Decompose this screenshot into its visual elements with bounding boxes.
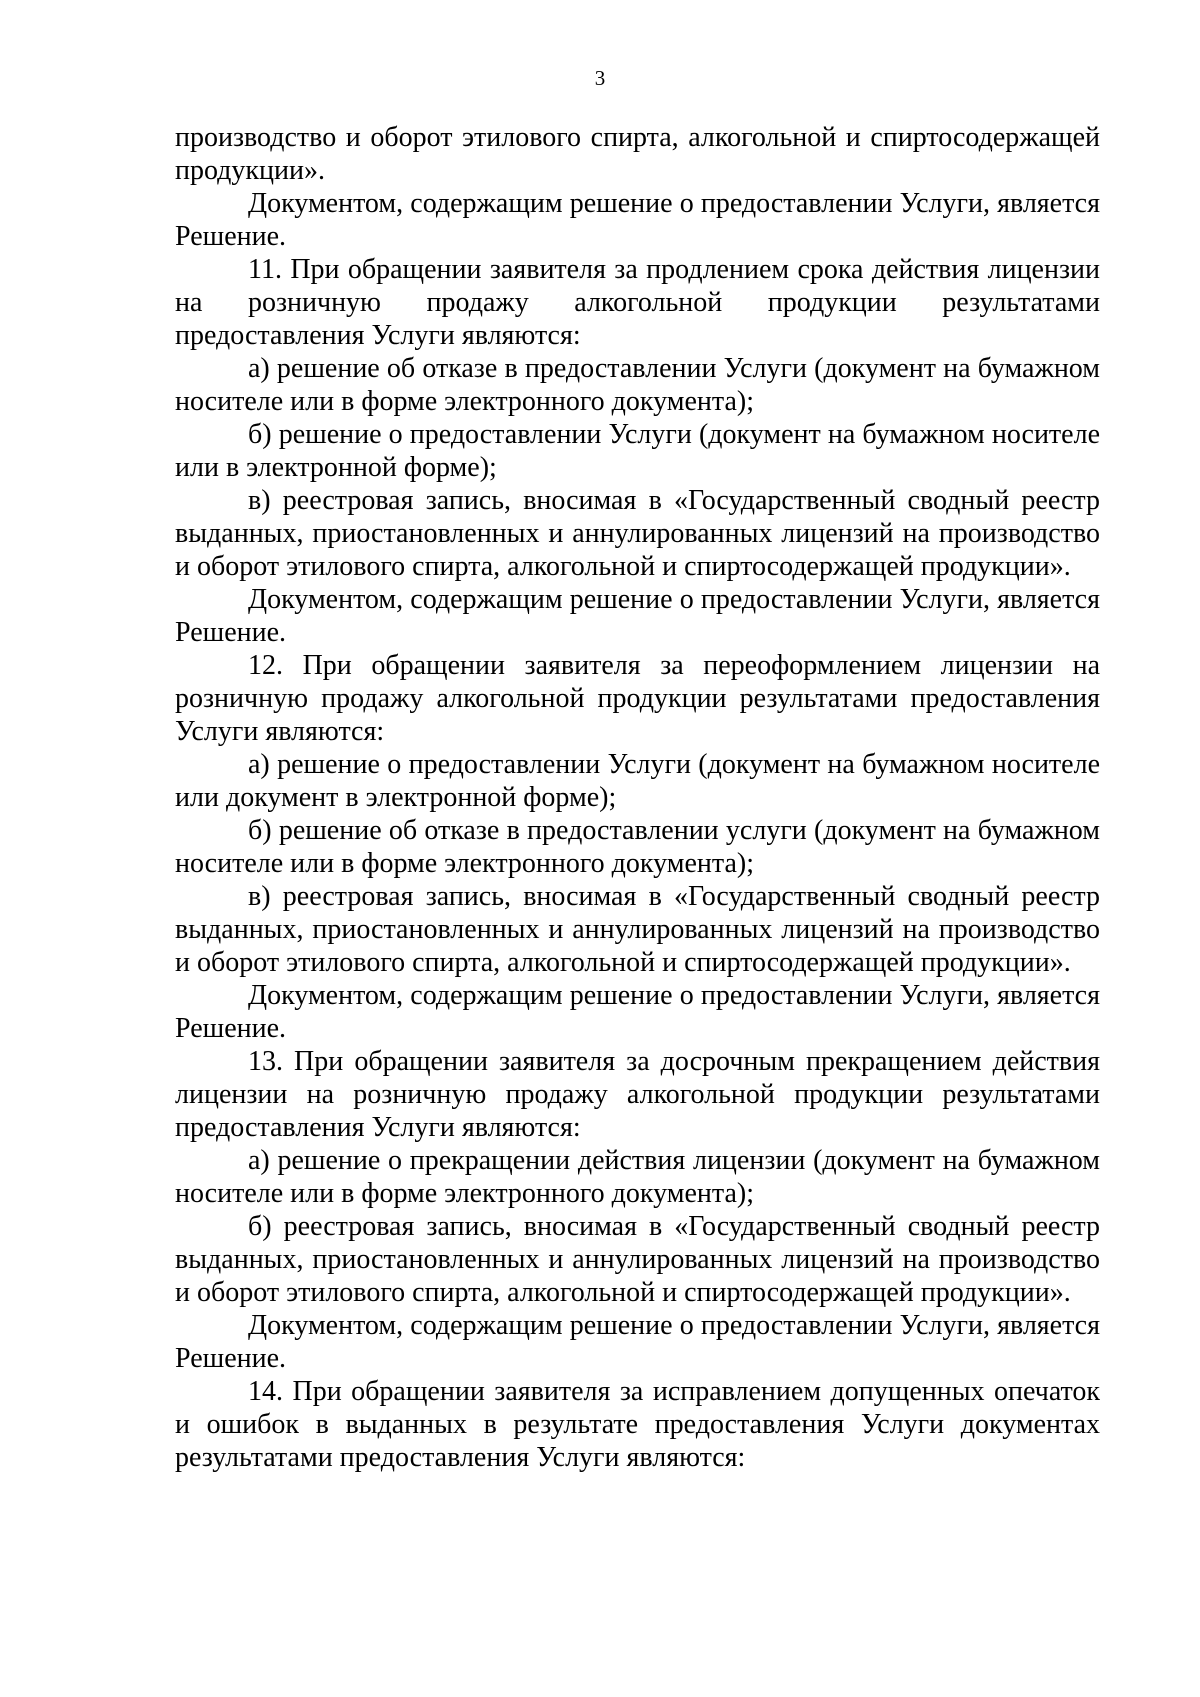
- paragraph-item-13-b: б) реестровая запись, вносимая в «Государственный сводный реестр выданных, приостановленных и аннулированных лицензий на производство и оборот этилового спирта, алкогольной и спиртосодержащей продукции».: [175, 1211, 1100, 1308]
- paragraph-result-document: Документом, содержащим решение о предоставлении Услуги, является Решение.: [175, 584, 1100, 648]
- paragraph-item-12-a: а) решение о предоставлении Услуги (документ на бумажном носителе или документ в электронной форме);: [175, 749, 1100, 813]
- paragraph-item-13: 13. При обращении заявителя за досрочным прекращением действия лицензии на розничную продажу алкогольной продукции результатами предоставления Услуги являются:: [175, 1046, 1100, 1143]
- paragraph-item-14: 14. При обращении заявителя за исправлением допущенных опечаток и ошибок в выданных в результате предоставления Услуги документах результатами предоставления Услуги являются:: [175, 1376, 1100, 1473]
- paragraph-continuation: производство и оборот этилового спирта, алкогольной и спиртосодержащей продукции».: [175, 122, 1100, 186]
- paragraph-result-document: Документом, содержащим решение о предоставлении Услуги, является Решение.: [175, 1310, 1100, 1374]
- paragraph-item-12-v: в) реестровая запись, вносимая в «Государственный сводный реестр выданных, приостановленных и аннулированных лицензий на производство и оборот этилового спирта, алкогольной и спиртосодержащей продукции».: [175, 881, 1100, 978]
- paragraph-item-11: 11. При обращении заявителя за продлением срока действия лицензии на розничную продажу алкогольной продукции результатами предоставления Услуги являются:: [175, 254, 1100, 351]
- paragraph-item-11-v: в) реестровая запись, вносимая в «Государственный сводный реестр выданных, приостановленных и аннулированных лицензий на производство и оборот этилового спирта, алкогольной и спиртосодержащей продукции».: [175, 485, 1100, 582]
- paragraph-item-13-a: а) решение о прекращении действия лицензии (документ на бумажном носителе или в форме электронного документа);: [175, 1145, 1100, 1209]
- paragraph-item-11-b: б) решение о предоставлении Услуги (документ на бумажном носителе или в электронной форме);: [175, 419, 1100, 483]
- paragraph-item-12-b: б) решение об отказе в предоставлении услуги (документ на бумажном носителе или в форме электронного документа);: [175, 815, 1100, 879]
- paragraph-item-12: 12. При обращении заявителя за переоформлением лицензии на розничную продажу алкогольной продукции результатами предоставления Услуги являются:: [175, 650, 1100, 747]
- paragraph-result-document: Документом, содержащим решение о предоставлении Услуги, является Решение.: [175, 980, 1100, 1044]
- page-number: 3: [594, 66, 606, 90]
- paragraph-item-11-a: а) решение об отказе в предоставлении Услуги (документ на бумажном носителе или в форме электронного документа);: [175, 353, 1100, 417]
- paragraph-result-document: Документом, содержащим решение о предоставлении Услуги, является Решение.: [175, 188, 1100, 252]
- document-body: [175, 121, 1100, 1474]
